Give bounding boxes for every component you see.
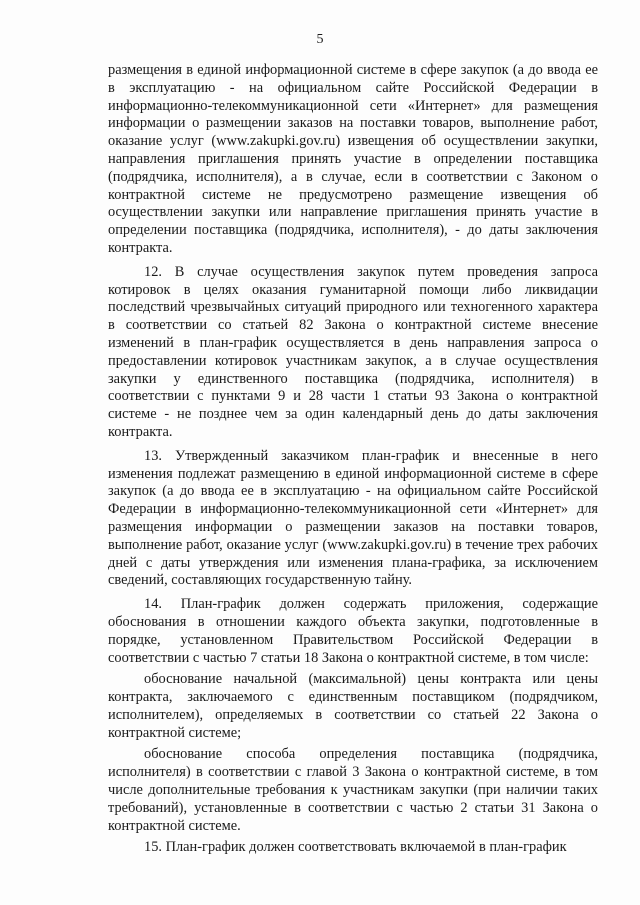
paragraph-15: 15. План-график должен соответствовать включаемой в план-график bbox=[144, 839, 567, 856]
document-body bbox=[108, 62, 598, 863]
page-number: 5 bbox=[316, 32, 324, 47]
paragraph-14-item-price: обоснование начальной (максимальной) цены контракта или цены контракта, заключаемого с единственным поставщиком (подрядчиком, исполнителем), определяемых в соответствии со статьей 22 Закона о контрактной системе; bbox=[108, 671, 598, 741]
paragraph-continuation: размещения в единой информационной системе в сфере закупок (а до ввода ее в эксплуатацию - на официальном сайте Российской Федерации в информационно-телекоммуникационной сети «Интернет» для размещения информации о размещении заказов на поставки товаров, выполнение работ, оказание услуг (www.zakupki.gov.ru) извещения об осуществлении закупки, направления приглашения принять участие в определении поставщика (подрядчика, исполнителя), а в случае, если в соответствии с Законом о контрактной системе не предусмотрено размещение извещения об осуществлении закупки или направление приглашения принять участие в определении поставщика (подрядчика, исполнителя), - до даты заключения контракта. bbox=[108, 62, 598, 256]
paragraph-12: 12. В случае осуществления закупок путем проведения запроса котировок в целях оказания гуманитарной помощи либо ликвидации последствий чрезвычайных ситуаций природного или техногенного характера в соответствии со статьей 82 Закона о контрактной системе внесение изменений в план-график осуществляется в день направления запроса о предоставлении котировок участникам закупок, а в случае осуществления закупки у единственного поставщика (подрядчика, исполнителя) в соответствии с пунктами 9 и 28 части 1 статьи 93 Закона о контрактной системе - не позднее чем за один календарный день до даты заключения контракта. bbox=[108, 263, 598, 440]
paragraph-14: 14. План-график должен содержать приложения, содержащие обоснования в отношении каждого объекта закупки, подготовленные в порядке, установленном Правительством Российской Федерации в соответствии с частью 7 статьи 18 Закона о контрактной системе, в том числе: bbox=[108, 596, 598, 666]
paragraph-14-item-method: обоснование способа определения поставщика (подрядчика, исполнителя) в соответствии с главой 3 Закона о контрактной системе, в том числе дополнительные требования к участникам закупки (при наличии таких требований), установленные в соответствии с частью 2 статьи 31 Закона о контрактной системе. bbox=[108, 746, 598, 834]
paragraph-13: 13. Утвержденный заказчиком план-график и внесенные в него изменения подлежат размещению в единой информационной системе в сфере закупок (а до ввода ее в эксплуатацию - на официальном сайте Российской Федерации в информационно-телекоммуникационной сети «Интернет» для размещения информации о размещении заказов на поставки товаров, выполнение работ, оказание услуг (www.zakupki.gov.ru) в течение трех рабочих дней с даты утверждения или изменения плана-графика, за исключением сведений, составляющих государственную тайну. bbox=[108, 447, 598, 589]
